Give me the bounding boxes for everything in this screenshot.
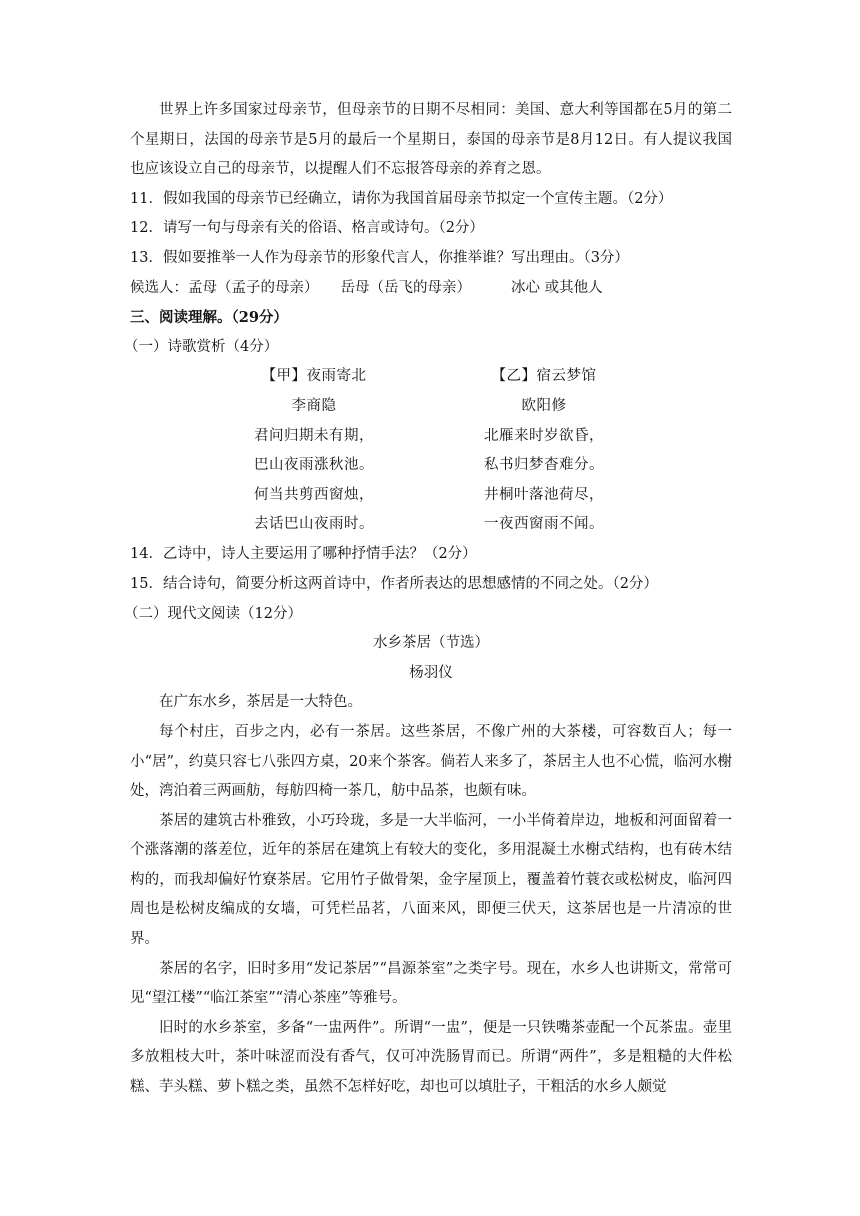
poem-yi <box>444 362 644 540</box>
question-12: 12．请写一句与母亲有关的俗语、格言或诗句。（2分） <box>130 220 484 237</box>
poem-jia-line: 何当共剪西窗烛， <box>254 486 374 503</box>
article-author: 杨羽仪 <box>409 664 453 681</box>
candidates-line <box>130 274 732 304</box>
poem-jia-title: 【甲】夜雨寄北 <box>261 368 367 385</box>
poem-jia-author: 李商隐 <box>291 397 337 414</box>
poem-yi-line: 一夜西窗雨不闻。 <box>484 516 604 533</box>
poem-jia-line: 君问归期未有期， <box>254 427 374 444</box>
article-paragraph-4: 茶居的名字，旧时多用“发记茶居”“昌源茶室”之类字号。现在，水乡人也讲斯文，常常可见“望江楼”“临江茶室”“清心茶座”等雅号。 <box>130 960 732 1007</box>
poem-yi-line: 私书归梦杳难分。 <box>484 457 604 474</box>
article-paragraph-1: 在广东水乡，茶居是一大特色。 <box>159 694 362 711</box>
article-title: 水乡茶居（节选） <box>373 635 489 652</box>
intro-paragraph: 世界上许多国家过母亲节，但母亲节的日期不尽相同：美国、意大利等国都在5月的第二个星期日，法国的母亲节是5月的最后一个星期日，泰国的母亲节是8月12日。有人提议我国也应该设立自己的母亲节，以提醒人们不忘报答母亲的养育之恩。 <box>130 102 732 178</box>
candidate-meng-mu: 候选人：孟母（孟子的母亲） <box>130 279 319 296</box>
poem-yi-title: 【乙】宿云梦馆 <box>491 368 597 385</box>
section-3-heading: 三、阅读理解。（29分） <box>130 309 288 327</box>
poem-yi-author: 欧阳修 <box>521 397 567 414</box>
poem-yi-line: 井桐叶落池荷尽， <box>484 486 604 503</box>
question-14: 14．乙诗中，诗人主要运用了哪种抒情手法？（2分） <box>130 546 477 563</box>
poem-yi-line: 北雁来时岁欲昏， <box>484 427 604 444</box>
poems-block <box>130 362 732 540</box>
candidate-bing-xin: 冰心 或其他人 <box>511 279 603 296</box>
candidate-yue-mu: 岳母（岳飞的母亲） <box>340 279 471 296</box>
question-13: 13．假如要推举一人作为母亲节的形象代言人，你推举谁？写出理由。（3分） <box>130 249 629 266</box>
poem-jia <box>214 362 414 540</box>
modern-reading-subsection-heading: （二）现代文阅读（12分） <box>124 605 302 622</box>
article-paragraph-2: 每个村庄，百步之内，必有一茶居。这些茶居，不像广州的大茶楼，可容数百人；每一小“居”，约莫只容七八张四方桌，20来个茶客。倘若人来多了，茶居主人也不心慌，临河水榭处，湾泊着三两画舫，每舫四椅一茶几，舫中品茶，也颇有味。 <box>130 723 732 800</box>
question-11: 11．假如我国的母亲节已经确立，请你为我国首届母亲节拟定一个宣传主题。（2分） <box>130 190 673 207</box>
article-paragraph-3: 茶居的建筑古朴雅致，小巧玲珑，多是一大半临河，一小半倚着岸边，地板和河面留着一个涨落潮的落差位，近年的茶居在建筑上有较大的变化，多用混凝土水榭式结构，也有砖木结构的，而我却偏好竹寮茶居。它用竹子做骨架，金字屋顶上，覆盖着竹蓑衣或松树皮，临河四周也是松树皮编成的女墙，可凭栏品茗，八面来风，即便三伏天，这茶居也是一片清凉的世界。 <box>130 812 732 948</box>
poetry-subsection-heading: （一）诗歌赏析（4分） <box>124 338 279 355</box>
article-paragraph-5: 旧时的水乡茶室，多备“一盅两件”。所谓“一盅”，便是一只铁嘴茶壶配一个瓦茶盅。壶里多放粗枝大叶，茶叶味涩而没有香气，仅可冲洗肠胃而已。所谓“两件”，多是粗糙的大件松糕、芋头糕、萝卜糕之类，虽然不怎样好吃，却也可以填肚子，干粗活的水乡人颇觉 <box>130 1019 732 1096</box>
poem-jia-line: 巴山夜雨涨秋池。 <box>254 457 374 474</box>
document-page <box>124 96 732 1103</box>
question-15: 15．结合诗句，简要分析这两首诗中，作者所表达的思想感情的不同之处。（2分） <box>130 575 658 592</box>
poem-jia-line: 去话巴山夜雨时。 <box>254 516 374 533</box>
